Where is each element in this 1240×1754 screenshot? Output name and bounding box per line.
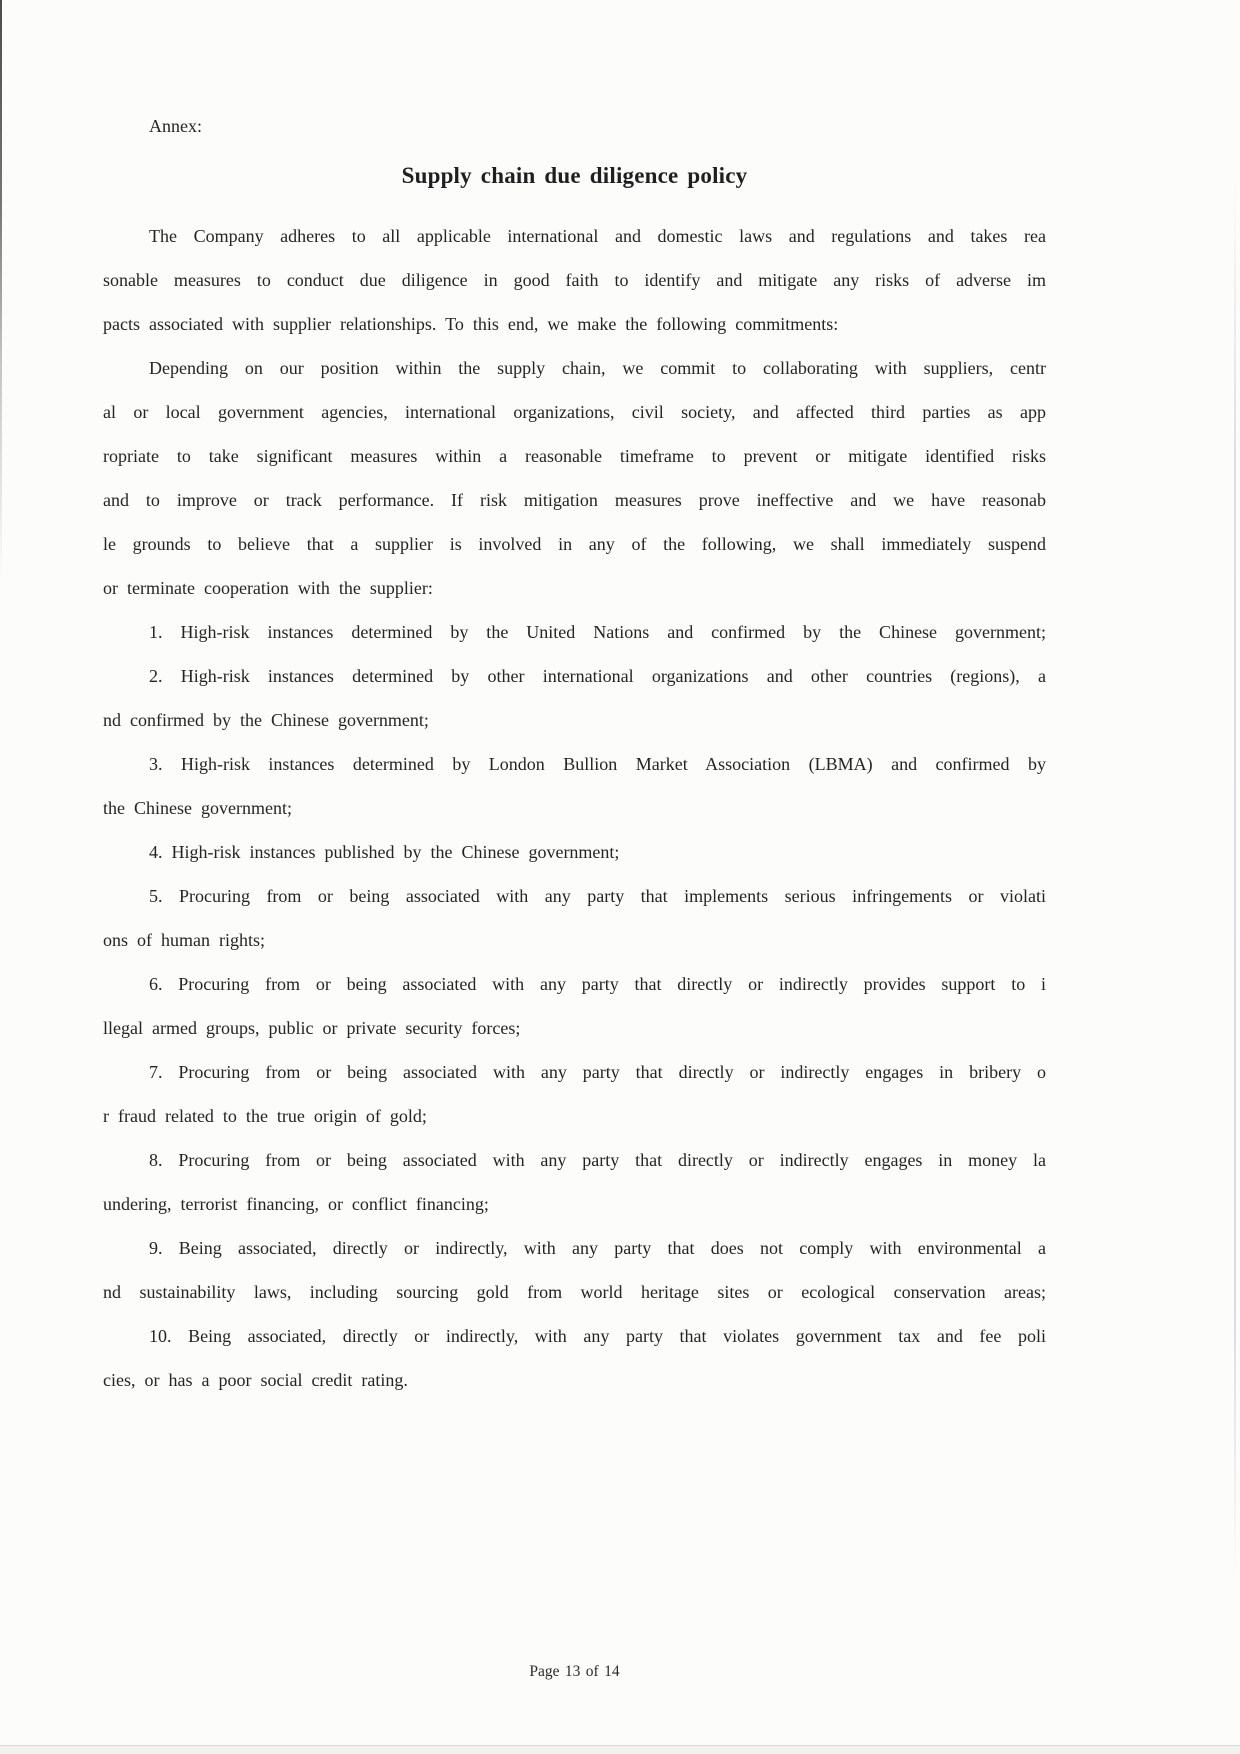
page-title: Supply chain due diligence policy (401, 163, 748, 188)
scan-artifact-bottom-strip (0, 1746, 1240, 1754)
list-item-line: cies, or has a poor social credit rating. (103, 1370, 408, 1390)
list-item-line: 5. Procuring from or being associated with any party that implements serious infringements or violati (149, 886, 1046, 906)
paragraph-line: al or local government agencies, international organizations, civil society, and affected third parties as app (103, 402, 1046, 422)
paragraph-line: pacts associated with supplier relationships. To this end, we make the following commitments: (103, 314, 839, 334)
list-item-line: undering, terrorist financing, or conflict financing; (103, 1194, 489, 1214)
document-body (103, 214, 1046, 1402)
annex-label: Annex: (149, 116, 202, 136)
list-item-line: nd sustainability laws, including sourcing gold from world heritage sites or ecological conservation areas; (103, 1282, 1046, 1302)
list-item-line: llegal armed groups, public or private security forces; (103, 1018, 521, 1038)
list-item-line: 2. High-risk instances determined by other international organizations and other countries (regions), a (149, 666, 1046, 686)
paragraph-line: ropriate to take significant measures within a reasonable timeframe to prevent or mitigate identified risks (103, 446, 1046, 466)
paragraph-line: and to improve or track performance. If risk mitigation measures prove ineffective and we have reasonab (103, 490, 1046, 510)
paragraph-line: Depending on our position within the supply chain, we commit to collaborating with suppliers, centr (149, 358, 1046, 378)
list-item-line: 3. High-risk instances determined by London Bullion Market Association (LBMA) and confirmed by (149, 754, 1046, 774)
paragraph-line: le grounds to believe that a supplier is involved in any of the following, we shall immediately suspend (103, 534, 1046, 554)
list-item-line: r fraud related to the true origin of gold; (103, 1106, 427, 1126)
list-item-line: 6. Procuring from or being associated with any party that directly or indirectly provides support to i (149, 974, 1046, 994)
list-item-line: 8. Procuring from or being associated with any party that directly or indirectly engages in money la (149, 1150, 1046, 1170)
list-item-line: 1. High-risk instances determined by the United Nations and confirmed by the Chinese government; (149, 622, 1046, 642)
scan-artifact-right-edge (1234, 180, 1236, 1580)
paragraph-line: or terminate cooperation with the supplier: (103, 578, 433, 598)
list-item-line: 4. High-risk instances published by the Chinese government; (149, 842, 620, 862)
list-item-line: nd confirmed by the Chinese government; (103, 710, 429, 730)
list-item-line: 10. Being associated, directly or indirectly, with any party that violates government tax and fee poli (149, 1326, 1046, 1346)
scan-artifact-left-edge (0, 0, 2, 580)
page-number-footer: Page 13 of 14 (529, 1663, 620, 1680)
list-item-line: ons of human rights; (103, 930, 265, 950)
paragraph-line: sonable measures to conduct due diligence in good faith to identify and mitigate any risks of adverse im (103, 270, 1046, 290)
paragraph-line: The Company adheres to all applicable international and domestic laws and regulations and takes rea (149, 226, 1046, 246)
list-item-line: 9. Being associated, directly or indirectly, with any party that does not comply with environmental a (149, 1238, 1046, 1258)
list-item-line: the Chinese government; (103, 798, 292, 818)
list-item-line: 7. Procuring from or being associated with any party that directly or indirectly engages in bribery o (149, 1062, 1046, 1082)
